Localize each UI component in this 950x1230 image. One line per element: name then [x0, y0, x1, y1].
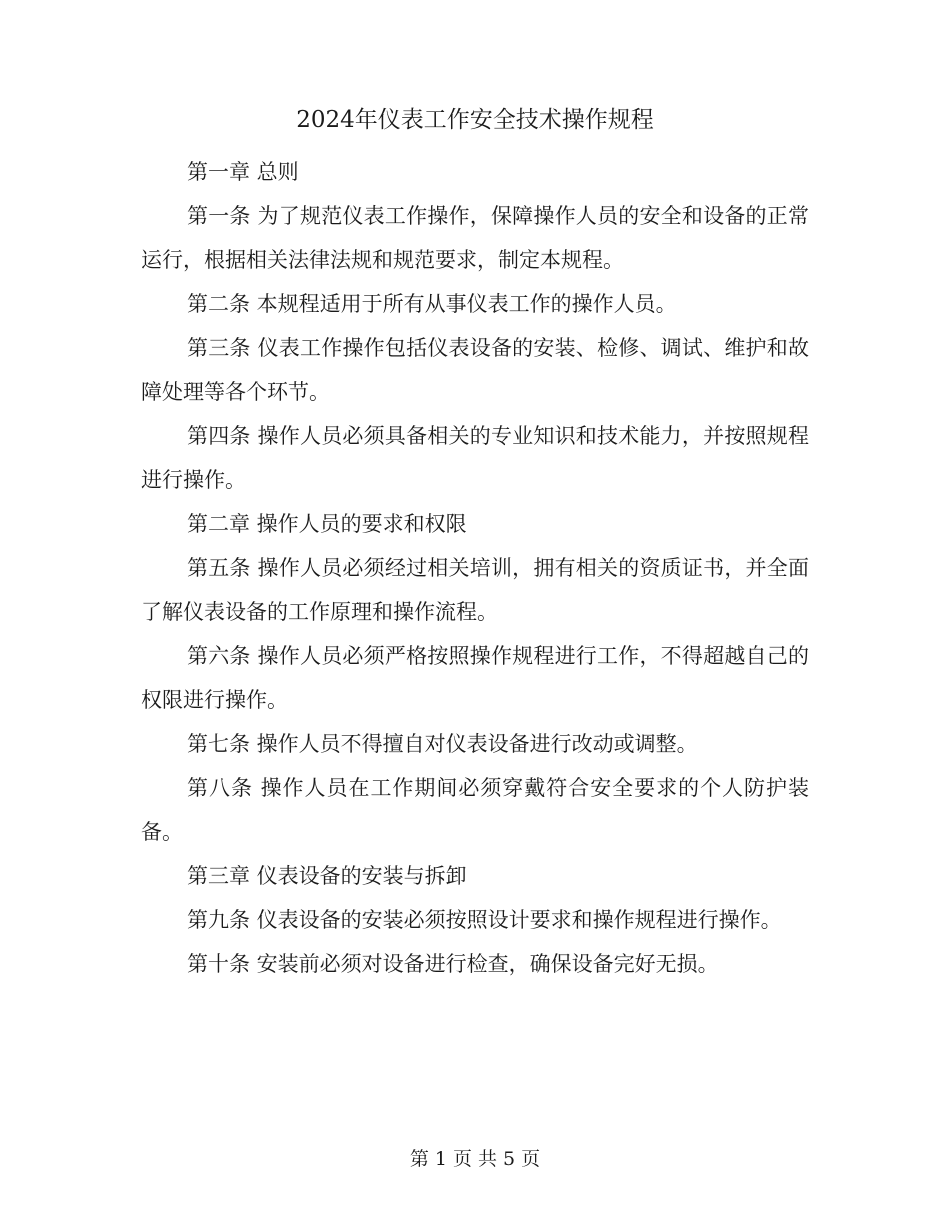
article-6: 第六条 操作人员必须严格按照操作规程进行工作，不得超越自己的权限进行操作。 — [141, 644, 809, 712]
article-8: 第八条 操作人员在工作期间必须穿戴符合安全要求的个人防护装备。 — [141, 776, 809, 844]
article-10: 第十条 安装前必须对设备进行检查，确保设备完好无损。 — [187, 952, 719, 976]
chapter-heading-2: 第二章 操作人员的要求和权限 — [187, 512, 467, 536]
article-9: 第九条 仪表设备的安装必须按照设计要求和操作规程进行操作。 — [187, 908, 782, 932]
page-footer: 第 1 页 共 5 页 — [409, 1148, 541, 1170]
chapter-heading-3: 第三章 仪表设备的安装与拆卸 — [187, 864, 467, 888]
document-title: 2024年仪表工作安全技术操作规程 — [296, 107, 654, 133]
article-3: 第三条 仪表工作操作包括仪表设备的安装、检修、调试、维护和故障处理等各个环节。 — [141, 336, 809, 404]
article-1: 第一条 为了规范仪表工作操作，保障操作人员的安全和设备的正常运行，根据相关法律法规和规范要求，制定本规程。 — [141, 204, 809, 272]
article-4: 第四条 操作人员必须具备相关的专业知识和技术能力，并按照规程进行操作。 — [141, 424, 809, 492]
article-5: 第五条 操作人员必须经过相关培训，拥有相关的资质证书，并全面了解仪表设备的工作原理和操作流程。 — [141, 556, 809, 624]
article-7: 第七条 操作人员不得擅自对仪表设备进行改动或调整。 — [187, 732, 698, 756]
chapter-heading-1: 第一章 总则 — [187, 160, 299, 184]
article-2: 第二条 本规程适用于所有从事仪表工作的操作人员。 — [187, 292, 677, 316]
document-body — [141, 150, 809, 986]
